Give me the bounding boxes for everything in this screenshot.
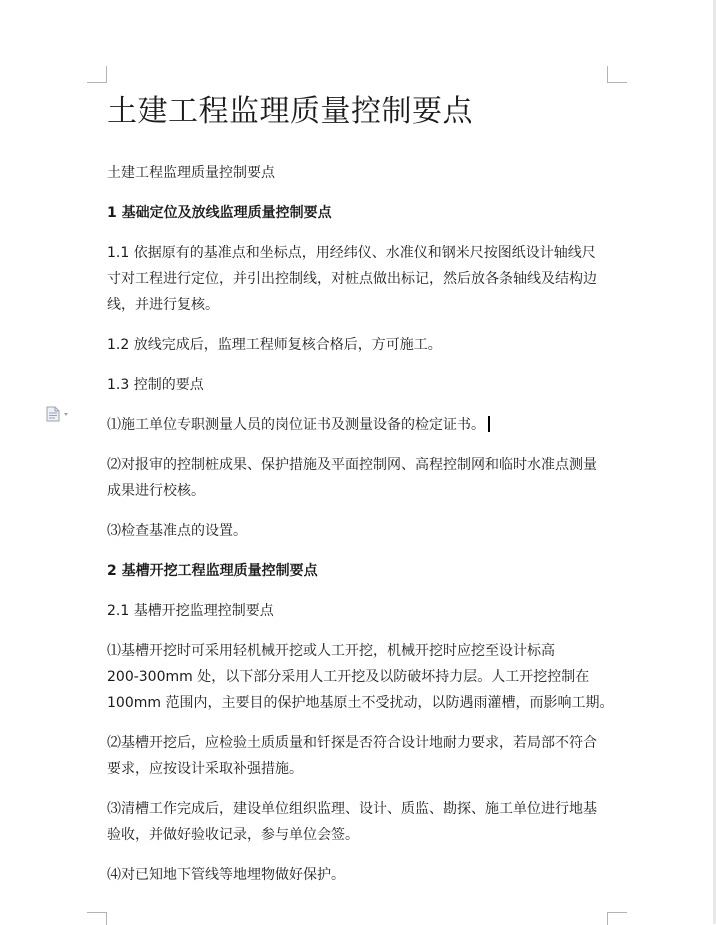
text-cursor bbox=[488, 416, 490, 432]
section-1-heading: 1 基础定位及放线监理质量控制要点 bbox=[107, 205, 332, 221]
paragraph-1-3: 1.3 控制的要点 bbox=[107, 377, 204, 393]
item-2-2-line-2: 要求，应按设计采取补强措施。 bbox=[107, 761, 303, 777]
item-2-3-line-1: ⑶清槽工作完成后，建设单位组织监理、设计、质监、勘探、施工单位进行地基 bbox=[107, 801, 597, 817]
paragraph-1-2: 1.2 放线完成后，监理工程师复核合格后，方可施工。 bbox=[107, 337, 442, 353]
item-1: ⑴施工单位专职测量人员的岗位证书及测量设备的检定证书。 bbox=[107, 417, 485, 433]
item-2-3-line-2: 验收，并做好验收记录，参与单位会签。 bbox=[107, 827, 359, 843]
item-2-1-line-2: 200-300mm 处，以下部分采用人工开挖及以防破坏持力层。人工开挖控制在 bbox=[107, 669, 590, 685]
crop-mark-bottom-left bbox=[87, 912, 107, 925]
document-body[interactable] bbox=[107, 92, 614, 888]
paragraph-1-1-line-3: 线，并进行复核。 bbox=[107, 297, 219, 313]
crop-mark-top-left bbox=[87, 66, 107, 83]
item-3: ⑶检查基准点的设置。 bbox=[107, 523, 247, 539]
item-2-4: ⑷对已知地下管线等地埋物做好保护。 bbox=[107, 867, 345, 883]
paragraph-1-1-line-1: 1.1 依据原有的基准点和坐标点，用经纬仪、水准仪和钢米尺按图纸设计轴线尺 bbox=[107, 245, 596, 261]
subtitle: 土建工程监理质量控制要点 bbox=[107, 165, 275, 181]
paragraph-1-1-line-2: 寸对工程进行定位，并引出控制线，对桩点做出标记，然后放各条轴线及结构边 bbox=[107, 271, 597, 287]
document-title: 土建工程监理质量控制要点 bbox=[107, 94, 473, 129]
paragraph-2-1: 2.1 基槽开挖监理控制要点 bbox=[107, 603, 274, 619]
crop-mark-bottom-right bbox=[607, 912, 627, 925]
item-2-2-line-1: ⑵基槽开挖后，应检验土质质量和钎探是否符合设计地耐力要求，若局部不符合 bbox=[107, 735, 597, 751]
paragraph-options-icon[interactable] bbox=[45, 406, 71, 422]
crop-mark-top-right bbox=[607, 66, 627, 83]
item-2-line-2: 成果进行校核。 bbox=[107, 483, 205, 499]
item-2-1-line-3: 100mm 范围内，主要目的保护地基原土不受扰动，以防遇雨灌槽，而影响工期。 bbox=[107, 695, 614, 711]
item-2-line-1: ⑵对报审的控制桩成果、保护措施及平面控制网、高程控制网和临时水准点测量 bbox=[107, 457, 597, 473]
item-1-line bbox=[107, 412, 607, 438]
item-2-1-line-1: ⑴基槽开挖时可采用轻机械开挖或人工开挖，机械开挖时应挖至设计标高 bbox=[107, 643, 555, 659]
section-2-heading: 2 基槽开挖工程监理质量控制要点 bbox=[107, 563, 318, 579]
